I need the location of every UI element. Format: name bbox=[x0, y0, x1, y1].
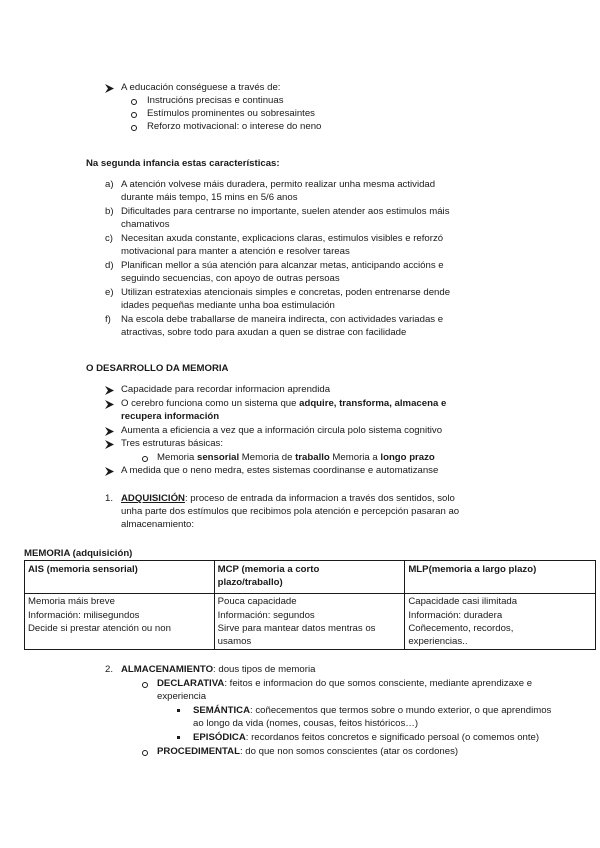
declarative-title: DECLARATIVA bbox=[157, 678, 225, 689]
semantic-line bbox=[193, 704, 551, 718]
circle-bullet-icon bbox=[142, 456, 148, 462]
acquisition-line bbox=[121, 492, 455, 506]
memory-bullet: Tres estruturas básicas: bbox=[121, 438, 224, 449]
procedural-title: PROCEDIMENTAL bbox=[157, 746, 240, 757]
episodic-text: : recordanos feitos concretos e significado persoal (o comemos onte) bbox=[245, 732, 540, 743]
structure-text: Memoria bbox=[157, 452, 197, 463]
memory-bullet: Capacidade para recordar informacion aprendida bbox=[121, 384, 331, 395]
list-marker: c) bbox=[105, 233, 113, 244]
header-bold: MLP bbox=[408, 564, 429, 575]
memory-bullet bbox=[121, 397, 446, 411]
cell-line: Decide si prestar atención ou non bbox=[28, 622, 171, 634]
header-text: (memoria sensorial) bbox=[44, 564, 138, 575]
cell-line: Información: duradera bbox=[408, 609, 503, 621]
list-marker: f) bbox=[105, 314, 111, 325]
circle-bullet-icon bbox=[131, 125, 137, 131]
table-header-cell bbox=[214, 561, 405, 594]
table-header-cell bbox=[405, 561, 596, 594]
table-caption: MEMORIA (adquisición) bbox=[24, 548, 133, 559]
list-marker: e) bbox=[105, 287, 114, 298]
storage-line bbox=[121, 663, 315, 677]
cell-line: Información: segundos bbox=[217, 609, 315, 621]
acquisition-line: almacenamiento: bbox=[121, 519, 195, 530]
memory-bullet-bold: adquire, transforma, almacena e bbox=[299, 398, 447, 409]
numbered-marker: 1. bbox=[105, 493, 114, 504]
table-cell bbox=[214, 594, 405, 650]
structure-text: Memoria a bbox=[329, 452, 381, 463]
cell-line: usamos bbox=[217, 636, 252, 648]
arrow-bullet-icon bbox=[105, 386, 114, 395]
storage-title: ALMACENAMIENTO bbox=[121, 664, 214, 675]
circle-bullet-icon bbox=[142, 682, 148, 688]
header-bold: MCP bbox=[217, 564, 239, 575]
list-item-line: atractivas, sobre todo para axudan a quen se distrae con facilidade bbox=[121, 327, 407, 338]
structure-bold: sensorial bbox=[196, 452, 240, 463]
table-cell bbox=[25, 594, 215, 650]
storage-text: : dous tipos de memoria bbox=[213, 664, 316, 675]
table-cell bbox=[405, 594, 596, 650]
list-item-line: idades pequeñas mediante unha boa estimulación bbox=[121, 300, 335, 311]
memory-table bbox=[24, 560, 596, 650]
procedural-line bbox=[157, 745, 458, 759]
table-header-cell bbox=[25, 561, 215, 594]
memory-bullet: A medida que o neno medra, estes sistemas coordinanse e automatizanse bbox=[121, 465, 439, 476]
semantic-line: ao longo da vida (nomes, cousas, feitos históricos…) bbox=[193, 718, 419, 729]
cell-line: Sirve para mantear datos mentras os bbox=[217, 622, 376, 634]
list-item-line: seguindo secuencias, con apoyo de outras persoas bbox=[121, 273, 340, 284]
structure-bold: traballo bbox=[295, 452, 330, 463]
table-row bbox=[25, 594, 596, 650]
list-item-line: chamativos bbox=[121, 219, 170, 230]
structure-text: Memoria de bbox=[239, 452, 296, 463]
list-item-line: durante máis tempo, 15 mins en 5/6 anos bbox=[121, 192, 298, 203]
section-heading: Na segunda infancia estas características: bbox=[86, 158, 280, 169]
memory-bullet: Aumenta a eficiencia a vez que a información circula polo sistema cognitivo bbox=[121, 425, 443, 436]
list-item-line: Planifican mellor a súa atención para alcanzar metas, anticipando accións e bbox=[121, 260, 444, 271]
declarative-line: experiencia bbox=[157, 691, 207, 702]
arrow-bullet-icon bbox=[105, 84, 114, 93]
list-marker: d) bbox=[105, 260, 114, 271]
arrow-bullet-icon bbox=[105, 400, 114, 409]
arrow-bullet-icon bbox=[105, 440, 114, 449]
declarative-line bbox=[157, 677, 532, 691]
header-bold: AIS bbox=[28, 564, 44, 575]
episodic-line bbox=[193, 731, 539, 745]
list-item-line: motivacional para manter a atención e resolver tareas bbox=[121, 246, 350, 257]
memory-bullet-bold: recupera información bbox=[121, 411, 220, 422]
memory-structures bbox=[157, 451, 435, 465]
semantic-text: : coñecementos que termos sobre o mundo exterior, o que aprendimos bbox=[250, 705, 552, 716]
list-item-line: Dificultades para centrarse no importante, suelen atender aos estimulos máis bbox=[121, 206, 450, 217]
intro-sub-item: Reforzo motivacional: o interese do neno bbox=[147, 121, 322, 132]
header-text: (memoria a largo plazo) bbox=[428, 564, 537, 575]
structure-bold: longo prazo bbox=[380, 452, 435, 463]
cell-line: Información: milisegundos bbox=[28, 609, 140, 621]
cell-line: Coñecemento, recordos, bbox=[408, 622, 514, 634]
procedural-text: : do que non somos conscientes (atar os cordones) bbox=[239, 746, 459, 757]
intro-bullet: A educación conséguese a través de: bbox=[121, 82, 281, 93]
acquisition-text: : proceso de entrada da informacion a través dos sentidos, solo bbox=[184, 493, 455, 504]
acquisition-line: unha parte dos estímulos que recibimos pola atención e percepción pasaran ao bbox=[121, 506, 460, 517]
circle-bullet-icon bbox=[142, 750, 148, 756]
cell-line: Memoria máis breve bbox=[28, 596, 115, 608]
header-text: plazo/traballo) bbox=[217, 577, 283, 589]
table-header-row bbox=[25, 561, 596, 594]
cell-line: experiencias.. bbox=[408, 636, 468, 648]
numbered-marker: 2. bbox=[105, 664, 114, 675]
header-text: (memoria a corto bbox=[238, 564, 320, 575]
semantic-title: SEMÁNTICA bbox=[193, 705, 251, 716]
list-item-line: Na escola debe traballarse de maneira indirecta, con actividades variadas e bbox=[121, 314, 444, 325]
arrow-bullet-icon bbox=[105, 427, 114, 436]
circle-bullet-icon bbox=[131, 112, 137, 118]
section-heading: O DESARROLLO DA MEMORIA bbox=[86, 363, 229, 374]
list-marker: b) bbox=[105, 206, 114, 217]
cell-line: Pouca capacidade bbox=[217, 596, 297, 608]
declarative-text: : feitos e informacion do que somos consciente, mediante aprendizaxe e bbox=[224, 678, 533, 689]
intro-sub-item: Estímulos prominentes ou sobresaintes bbox=[147, 108, 315, 119]
acquisition-title: ADQUISICIÓN bbox=[121, 493, 185, 504]
square-bullet-icon bbox=[177, 709, 180, 712]
list-item-line: Utilizan estratexias atencionais simples e concretas, poden entrenarse dende bbox=[121, 287, 451, 298]
list-item-line: A atención volvese máis duradera, permito realizar unha mesma actividad bbox=[121, 179, 436, 190]
square-bullet-icon bbox=[177, 736, 180, 739]
intro-sub-item: Instrucións precisas e continuas bbox=[147, 95, 284, 106]
circle-bullet-icon bbox=[131, 99, 137, 105]
list-marker: a) bbox=[105, 179, 114, 190]
episodic-title: EPISÓDICA bbox=[193, 732, 246, 743]
cell-line: Capacidade casi ilimitada bbox=[408, 596, 518, 608]
memory-bullet-text: O cerebro funciona como un sistema que bbox=[121, 398, 300, 409]
list-item-line: Necesitan axuda constante, explicacions claras, estimulos visibles e reforzó bbox=[121, 233, 444, 244]
arrow-bullet-icon bbox=[105, 467, 114, 476]
